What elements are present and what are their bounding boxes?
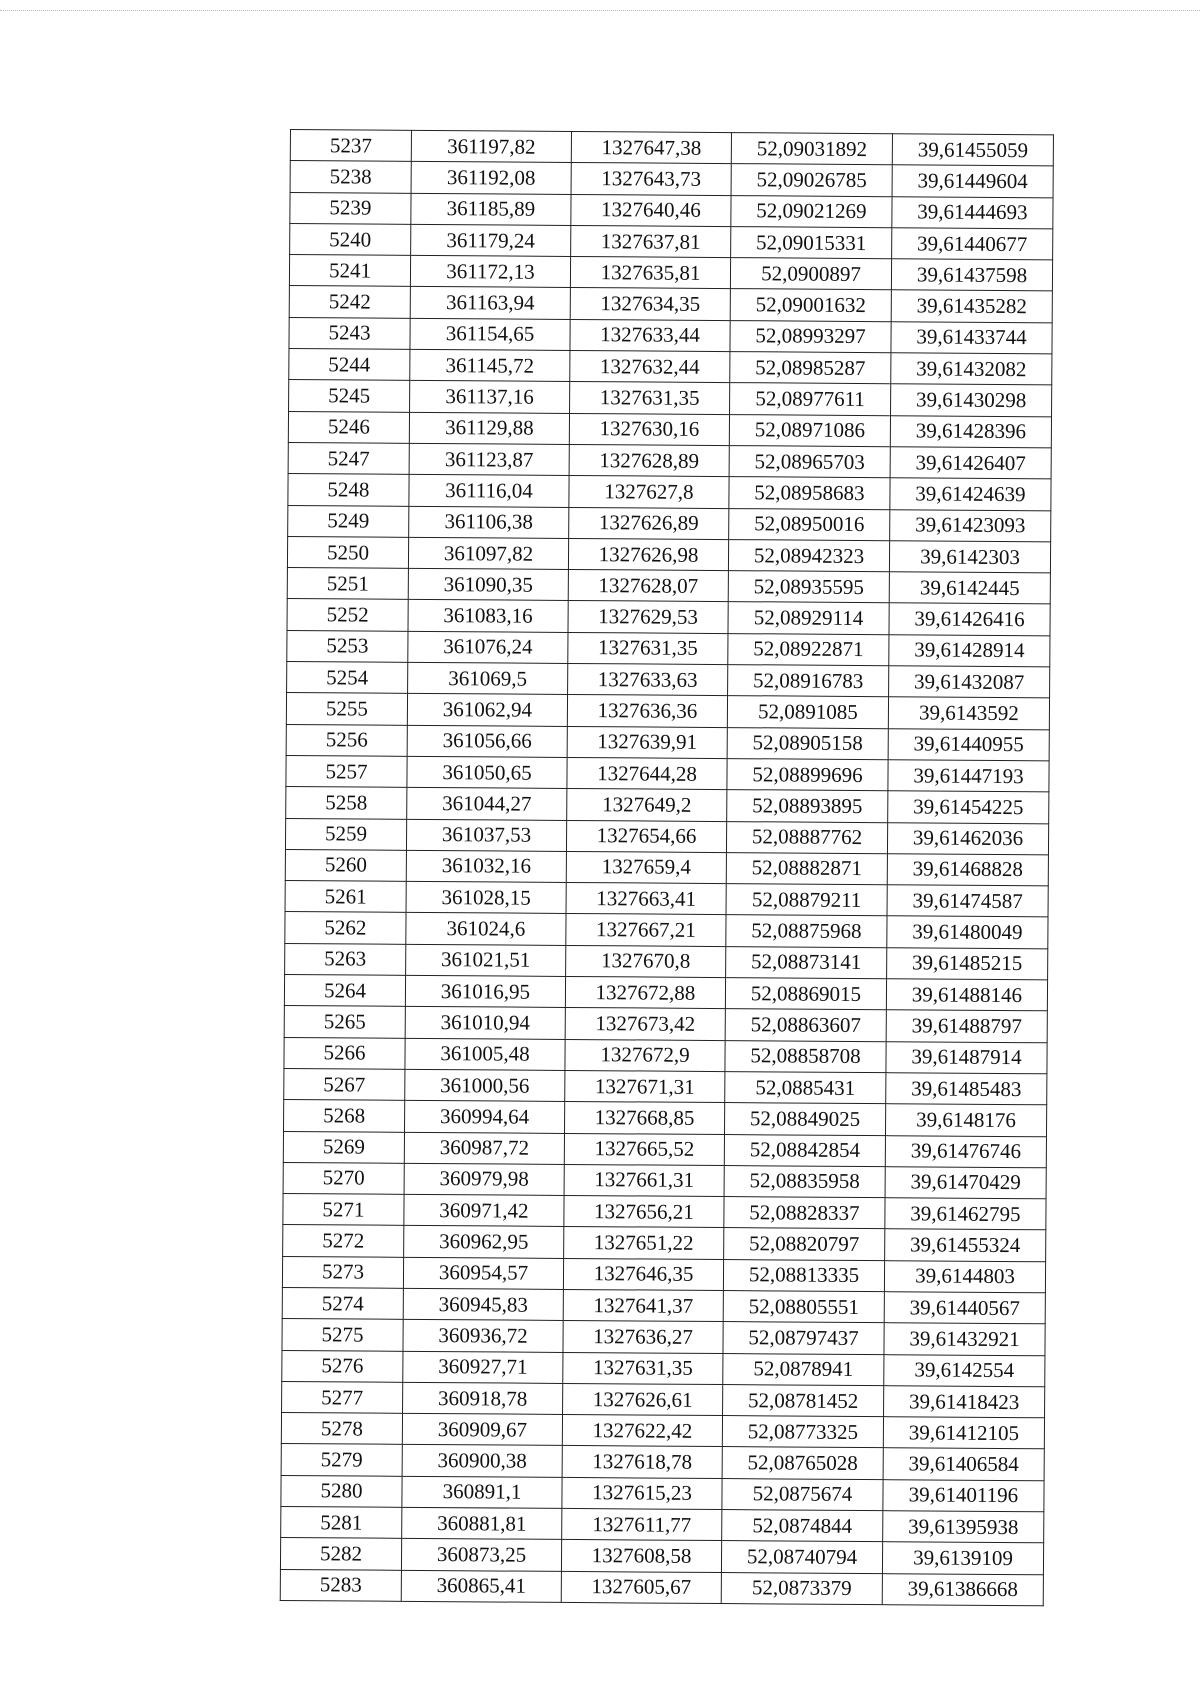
longitude-cell: 39,61487914 bbox=[886, 1041, 1047, 1073]
x-coordinate-cell: 361090,35 bbox=[408, 568, 568, 600]
longitude-cell: 39,61428914 bbox=[889, 634, 1050, 666]
point-number-cell: 5282 bbox=[280, 1538, 401, 1570]
latitude-cell: 52,0878941 bbox=[723, 1353, 884, 1385]
latitude-cell: 52,08765028 bbox=[722, 1447, 883, 1479]
latitude-cell: 52,08863607 bbox=[725, 1009, 886, 1041]
longitude-cell: 39,61455059 bbox=[892, 134, 1053, 166]
longitude-cell: 39,6142554 bbox=[884, 1354, 1045, 1386]
longitude-cell: 39,61432921 bbox=[884, 1323, 1045, 1355]
latitude-cell: 52,08813335 bbox=[723, 1259, 884, 1291]
point-number-cell: 5275 bbox=[282, 1319, 403, 1351]
longitude-cell: 39,61447193 bbox=[888, 760, 1049, 792]
latitude-cell: 52,08882871 bbox=[726, 852, 887, 884]
y-coordinate-cell: 1327667,21 bbox=[566, 914, 726, 946]
y-coordinate-cell: 1327636,27 bbox=[563, 1321, 723, 1353]
x-coordinate-cell: 361050,65 bbox=[407, 756, 567, 788]
longitude-cell: 39,61418423 bbox=[884, 1386, 1045, 1418]
latitude-cell: 52,08879211 bbox=[726, 884, 887, 916]
latitude-cell: 52,08958683 bbox=[729, 477, 890, 509]
y-coordinate-cell: 1327656,21 bbox=[564, 1196, 724, 1228]
latitude-cell: 52,08893895 bbox=[727, 790, 888, 822]
coordinates-table bbox=[280, 129, 1054, 1606]
latitude-cell: 52,0873379 bbox=[721, 1572, 882, 1604]
point-number-cell: 5244 bbox=[289, 349, 410, 381]
x-coordinate-cell: 360909,67 bbox=[402, 1413, 562, 1445]
x-coordinate-cell: 361083,16 bbox=[408, 600, 568, 632]
latitude-cell: 52,09001632 bbox=[730, 289, 891, 321]
point-number-cell: 5276 bbox=[282, 1350, 403, 1382]
point-number-cell: 5281 bbox=[281, 1507, 402, 1539]
x-coordinate-cell: 361069,5 bbox=[408, 662, 568, 694]
point-number-cell: 5237 bbox=[290, 130, 411, 162]
y-coordinate-cell: 1327608,58 bbox=[561, 1540, 721, 1572]
point-number-cell: 5251 bbox=[287, 568, 408, 600]
latitude-cell: 52,08965703 bbox=[729, 446, 890, 478]
longitude-cell: 39,61386668 bbox=[882, 1573, 1043, 1605]
x-coordinate-cell: 361106,38 bbox=[409, 506, 569, 538]
point-number-cell: 5268 bbox=[284, 1100, 405, 1132]
y-coordinate-cell: 1327626,61 bbox=[563, 1383, 723, 1415]
point-number-cell: 5256 bbox=[286, 724, 407, 756]
longitude-cell: 39,61430298 bbox=[891, 384, 1052, 416]
scan-edge-line bbox=[0, 10, 1200, 11]
point-number-cell: 5259 bbox=[285, 818, 406, 850]
longitude-cell: 39,61432087 bbox=[889, 666, 1050, 698]
latitude-cell: 52,08875968 bbox=[726, 915, 887, 947]
x-coordinate-cell: 361062,94 bbox=[407, 694, 567, 726]
y-coordinate-cell: 1327636,36 bbox=[567, 695, 727, 727]
longitude-cell: 39,61424639 bbox=[890, 478, 1051, 510]
y-coordinate-cell: 1327635,81 bbox=[570, 257, 730, 289]
latitude-cell: 52,09021269 bbox=[731, 195, 892, 227]
longitude-cell: 39,61462036 bbox=[887, 822, 1048, 854]
x-coordinate-cell: 361129,88 bbox=[409, 412, 569, 444]
y-coordinate-cell: 1327615,23 bbox=[562, 1477, 722, 1509]
y-coordinate-cell: 1327641,37 bbox=[563, 1289, 723, 1321]
point-number-cell: 5272 bbox=[283, 1225, 404, 1257]
y-coordinate-cell: 1327643,73 bbox=[571, 163, 731, 195]
point-number-cell: 5253 bbox=[287, 630, 408, 662]
x-coordinate-cell: 360865,41 bbox=[401, 1570, 561, 1602]
point-number-cell: 5240 bbox=[290, 223, 411, 255]
x-coordinate-cell: 361123,87 bbox=[409, 443, 569, 475]
longitude-cell: 39,61444693 bbox=[892, 196, 1053, 228]
point-number-cell: 5260 bbox=[285, 849, 406, 881]
y-coordinate-cell: 1327649,2 bbox=[567, 789, 727, 821]
longitude-cell: 39,61485483 bbox=[886, 1073, 1047, 1105]
x-coordinate-cell: 360945,83 bbox=[403, 1288, 563, 1320]
point-number-cell: 5265 bbox=[284, 1006, 405, 1038]
point-number-cell: 5267 bbox=[284, 1068, 405, 1100]
x-coordinate-cell: 360979,98 bbox=[404, 1163, 564, 1195]
x-coordinate-cell: 361116,04 bbox=[409, 475, 569, 507]
latitude-cell: 52,08805551 bbox=[723, 1291, 884, 1323]
x-coordinate-cell: 360936,72 bbox=[403, 1320, 563, 1352]
latitude-cell: 52,09031892 bbox=[731, 133, 892, 165]
y-coordinate-cell: 1327671,31 bbox=[565, 1070, 725, 1102]
y-coordinate-cell: 1327670,8 bbox=[566, 945, 726, 977]
x-coordinate-cell: 361021,51 bbox=[406, 944, 566, 976]
point-number-cell: 5249 bbox=[288, 505, 409, 537]
point-number-cell: 5250 bbox=[287, 536, 408, 568]
x-coordinate-cell: 360971,42 bbox=[404, 1194, 564, 1226]
longitude-cell: 39,61468828 bbox=[887, 854, 1048, 886]
x-coordinate-cell: 361000,56 bbox=[405, 1069, 565, 1101]
y-coordinate-cell: 1327626,89 bbox=[569, 507, 729, 539]
x-coordinate-cell: 360962,95 bbox=[404, 1226, 564, 1258]
x-coordinate-cell: 360954,57 bbox=[403, 1257, 563, 1289]
y-coordinate-cell: 1327626,98 bbox=[568, 538, 728, 570]
latitude-cell: 52,08842854 bbox=[724, 1134, 885, 1166]
x-coordinate-cell: 361145,72 bbox=[410, 349, 570, 381]
latitude-cell: 52,08905158 bbox=[727, 727, 888, 759]
latitude-cell: 52,08781452 bbox=[723, 1384, 884, 1416]
y-coordinate-cell: 1327627,8 bbox=[569, 476, 729, 508]
latitude-cell: 52,0875674 bbox=[722, 1478, 883, 1510]
point-number-cell: 5262 bbox=[285, 912, 406, 944]
longitude-cell: 39,61485215 bbox=[887, 947, 1048, 979]
longitude-cell: 39,61406584 bbox=[883, 1448, 1044, 1480]
point-number-cell: 5278 bbox=[281, 1413, 402, 1445]
latitude-cell: 52,08797437 bbox=[723, 1322, 884, 1354]
point-number-cell: 5266 bbox=[284, 1037, 405, 1069]
y-coordinate-cell: 1327665,52 bbox=[564, 1133, 724, 1165]
longitude-cell: 39,61454225 bbox=[888, 791, 1049, 823]
latitude-cell: 52,08971086 bbox=[729, 414, 890, 446]
point-number-cell: 5277 bbox=[282, 1381, 403, 1413]
point-number-cell: 5270 bbox=[283, 1162, 404, 1194]
latitude-cell: 52,08740794 bbox=[721, 1541, 882, 1573]
latitude-cell: 52,0900897 bbox=[730, 258, 891, 290]
y-coordinate-cell: 1327605,67 bbox=[561, 1571, 721, 1603]
longitude-cell: 39,61440677 bbox=[892, 228, 1053, 260]
x-coordinate-cell: 361005,48 bbox=[405, 1038, 565, 1070]
latitude-cell: 52,08835958 bbox=[724, 1165, 885, 1197]
y-coordinate-cell: 1327672,88 bbox=[565, 976, 725, 1008]
y-coordinate-cell: 1327611,77 bbox=[562, 1508, 722, 1540]
latitude-cell: 52,08985287 bbox=[730, 352, 891, 384]
latitude-cell: 52,08935595 bbox=[728, 571, 889, 603]
x-coordinate-cell: 361037,53 bbox=[406, 819, 566, 851]
x-coordinate-cell: 361076,24 bbox=[408, 631, 568, 663]
latitude-cell: 52,08858708 bbox=[725, 1040, 886, 1072]
point-number-cell: 5264 bbox=[284, 974, 405, 1006]
longitude-cell: 39,6142445 bbox=[889, 572, 1050, 604]
x-coordinate-cell: 361192,08 bbox=[411, 162, 571, 194]
x-coordinate-cell: 361154,65 bbox=[410, 318, 570, 350]
latitude-cell: 52,08869015 bbox=[725, 978, 886, 1010]
y-coordinate-cell: 1327628,89 bbox=[569, 444, 729, 476]
longitude-cell: 39,61474587 bbox=[887, 885, 1048, 917]
latitude-cell: 52,0874844 bbox=[722, 1510, 883, 1542]
longitude-cell: 39,61455324 bbox=[885, 1229, 1046, 1261]
table-body bbox=[280, 130, 1053, 1606]
longitude-cell: 39,6144803 bbox=[884, 1260, 1045, 1292]
x-coordinate-cell: 361032,16 bbox=[406, 850, 566, 882]
y-coordinate-cell: 1327673,42 bbox=[565, 1008, 725, 1040]
longitude-cell: 39,61432082 bbox=[891, 353, 1052, 385]
y-coordinate-cell: 1327633,63 bbox=[568, 663, 728, 695]
x-coordinate-cell: 360881,81 bbox=[402, 1507, 562, 1539]
point-number-cell: 5279 bbox=[281, 1444, 402, 1476]
y-coordinate-cell: 1327663,41 bbox=[566, 883, 726, 915]
y-coordinate-cell: 1327639,91 bbox=[567, 726, 727, 758]
y-coordinate-cell: 1327672,9 bbox=[565, 1039, 725, 1071]
y-coordinate-cell: 1327659,4 bbox=[566, 851, 726, 883]
y-coordinate-cell: 1327644,28 bbox=[567, 757, 727, 789]
longitude-cell: 39,61395938 bbox=[883, 1511, 1044, 1543]
table-row bbox=[280, 1569, 1043, 1606]
longitude-cell: 39,61488146 bbox=[886, 979, 1047, 1011]
longitude-cell: 39,61426416 bbox=[889, 603, 1050, 635]
latitude-cell: 52,08773325 bbox=[722, 1416, 883, 1448]
point-number-cell: 5241 bbox=[289, 255, 410, 287]
y-coordinate-cell: 1327622,42 bbox=[562, 1415, 722, 1447]
y-coordinate-cell: 1327661,31 bbox=[564, 1164, 724, 1196]
latitude-cell: 52,08922871 bbox=[728, 633, 889, 665]
longitude-cell: 39,61449604 bbox=[892, 165, 1053, 197]
point-number-cell: 5258 bbox=[286, 787, 407, 819]
y-coordinate-cell: 1327654,66 bbox=[566, 820, 726, 852]
x-coordinate-cell: 361197,82 bbox=[411, 130, 571, 162]
x-coordinate-cell: 360918,78 bbox=[403, 1382, 563, 1414]
x-coordinate-cell: 361137,16 bbox=[410, 381, 570, 413]
y-coordinate-cell: 1327631,35 bbox=[568, 632, 728, 664]
y-coordinate-cell: 1327633,44 bbox=[570, 319, 730, 351]
x-coordinate-cell: 360987,72 bbox=[404, 1132, 564, 1164]
longitude-cell: 39,61480049 bbox=[887, 916, 1048, 948]
x-coordinate-cell: 360891,1 bbox=[402, 1476, 562, 1508]
latitude-cell: 52,08899696 bbox=[727, 759, 888, 791]
point-number-cell: 5257 bbox=[286, 755, 407, 787]
x-coordinate-cell: 361024,6 bbox=[406, 913, 566, 945]
point-number-cell: 5247 bbox=[288, 442, 409, 474]
y-coordinate-cell: 1327668,85 bbox=[564, 1102, 724, 1134]
longitude-cell: 39,61470429 bbox=[885, 1166, 1046, 1198]
point-number-cell: 5248 bbox=[288, 474, 409, 506]
latitude-cell: 52,08977611 bbox=[730, 383, 891, 415]
latitude-cell: 52,09026785 bbox=[731, 164, 892, 196]
x-coordinate-cell: 361056,66 bbox=[407, 725, 567, 757]
latitude-cell: 52,08993297 bbox=[730, 320, 891, 352]
latitude-cell: 52,08929114 bbox=[728, 602, 889, 634]
latitude-cell: 52,08887762 bbox=[726, 821, 887, 853]
latitude-cell: 52,08873141 bbox=[726, 946, 887, 978]
y-coordinate-cell: 1327651,22 bbox=[564, 1227, 724, 1259]
longitude-cell: 39,6148176 bbox=[885, 1104, 1046, 1136]
y-coordinate-cell: 1327640,46 bbox=[571, 194, 731, 226]
latitude-cell: 52,0891085 bbox=[727, 696, 888, 728]
x-coordinate-cell: 361185,89 bbox=[411, 193, 571, 225]
longitude-cell: 39,61435282 bbox=[891, 290, 1052, 322]
point-number-cell: 5274 bbox=[282, 1287, 403, 1319]
point-number-cell: 5239 bbox=[290, 192, 411, 224]
longitude-cell: 39,61476746 bbox=[885, 1135, 1046, 1167]
latitude-cell: 52,08828337 bbox=[724, 1197, 885, 1229]
longitude-cell: 39,61462795 bbox=[885, 1198, 1046, 1230]
longitude-cell: 39,61401196 bbox=[883, 1479, 1044, 1511]
point-number-cell: 5246 bbox=[288, 411, 409, 443]
longitude-cell: 39,6142303 bbox=[889, 541, 1050, 573]
point-number-cell: 5255 bbox=[286, 693, 407, 725]
longitude-cell: 39,61428396 bbox=[890, 415, 1051, 447]
longitude-cell: 39,61440567 bbox=[884, 1292, 1045, 1324]
x-coordinate-cell: 361016,95 bbox=[405, 975, 565, 1007]
y-coordinate-cell: 1327634,35 bbox=[570, 288, 730, 320]
x-coordinate-cell: 361179,24 bbox=[411, 224, 571, 256]
point-number-cell: 5280 bbox=[281, 1475, 402, 1507]
longitude-cell: 39,61412105 bbox=[883, 1417, 1044, 1449]
x-coordinate-cell: 361010,94 bbox=[405, 1007, 565, 1039]
latitude-cell: 52,08916783 bbox=[728, 665, 889, 697]
longitude-cell: 39,61437598 bbox=[891, 259, 1052, 291]
y-coordinate-cell: 1327630,16 bbox=[569, 413, 729, 445]
y-coordinate-cell: 1327631,35 bbox=[570, 382, 730, 414]
point-number-cell: 5252 bbox=[287, 599, 408, 631]
x-coordinate-cell: 361097,82 bbox=[408, 537, 568, 569]
point-number-cell: 5261 bbox=[285, 881, 406, 913]
longitude-cell: 39,61488797 bbox=[886, 1010, 1047, 1042]
point-number-cell: 5273 bbox=[282, 1256, 403, 1288]
point-number-cell: 5243 bbox=[289, 317, 410, 349]
y-coordinate-cell: 1327637,81 bbox=[571, 225, 731, 257]
latitude-cell: 52,09015331 bbox=[731, 226, 892, 258]
point-number-cell: 5271 bbox=[283, 1194, 404, 1226]
y-coordinate-cell: 1327628,07 bbox=[568, 570, 728, 602]
x-coordinate-cell: 360927,71 bbox=[403, 1351, 563, 1383]
point-number-cell: 5269 bbox=[283, 1131, 404, 1163]
x-coordinate-cell: 361163,94 bbox=[410, 287, 570, 319]
point-number-cell: 5283 bbox=[280, 1569, 401, 1601]
longitude-cell: 39,6143592 bbox=[888, 697, 1049, 729]
longitude-cell: 39,61423093 bbox=[890, 509, 1051, 541]
y-coordinate-cell: 1327631,35 bbox=[563, 1352, 723, 1384]
latitude-cell: 52,08942323 bbox=[728, 539, 889, 571]
y-coordinate-cell: 1327618,78 bbox=[562, 1446, 722, 1478]
x-coordinate-cell: 360900,38 bbox=[402, 1445, 562, 1477]
point-number-cell: 5238 bbox=[290, 161, 411, 193]
latitude-cell: 52,0885431 bbox=[725, 1071, 886, 1103]
longitude-cell: 39,61440955 bbox=[888, 728, 1049, 760]
point-number-cell: 5245 bbox=[289, 380, 410, 412]
y-coordinate-cell: 1327647,38 bbox=[571, 131, 731, 163]
point-number-cell: 5263 bbox=[285, 943, 406, 975]
x-coordinate-cell: 361028,15 bbox=[406, 881, 566, 913]
longitude-cell: 39,6139109 bbox=[882, 1542, 1043, 1574]
y-coordinate-cell: 1327629,53 bbox=[568, 601, 728, 633]
latitude-cell: 52,08950016 bbox=[729, 508, 890, 540]
y-coordinate-cell: 1327632,44 bbox=[570, 351, 730, 383]
longitude-cell: 39,61426407 bbox=[890, 447, 1051, 479]
x-coordinate-cell: 360873,25 bbox=[401, 1539, 561, 1571]
latitude-cell: 52,08820797 bbox=[724, 1228, 885, 1260]
latitude-cell: 52,08849025 bbox=[724, 1103, 885, 1135]
x-coordinate-cell: 360994,64 bbox=[405, 1101, 565, 1133]
y-coordinate-cell: 1327646,35 bbox=[563, 1258, 723, 1290]
point-number-cell: 5254 bbox=[287, 662, 408, 694]
point-number-cell: 5242 bbox=[289, 286, 410, 318]
x-coordinate-cell: 361044,27 bbox=[407, 788, 567, 820]
x-coordinate-cell: 361172,13 bbox=[410, 256, 570, 288]
longitude-cell: 39,61433744 bbox=[891, 321, 1052, 353]
